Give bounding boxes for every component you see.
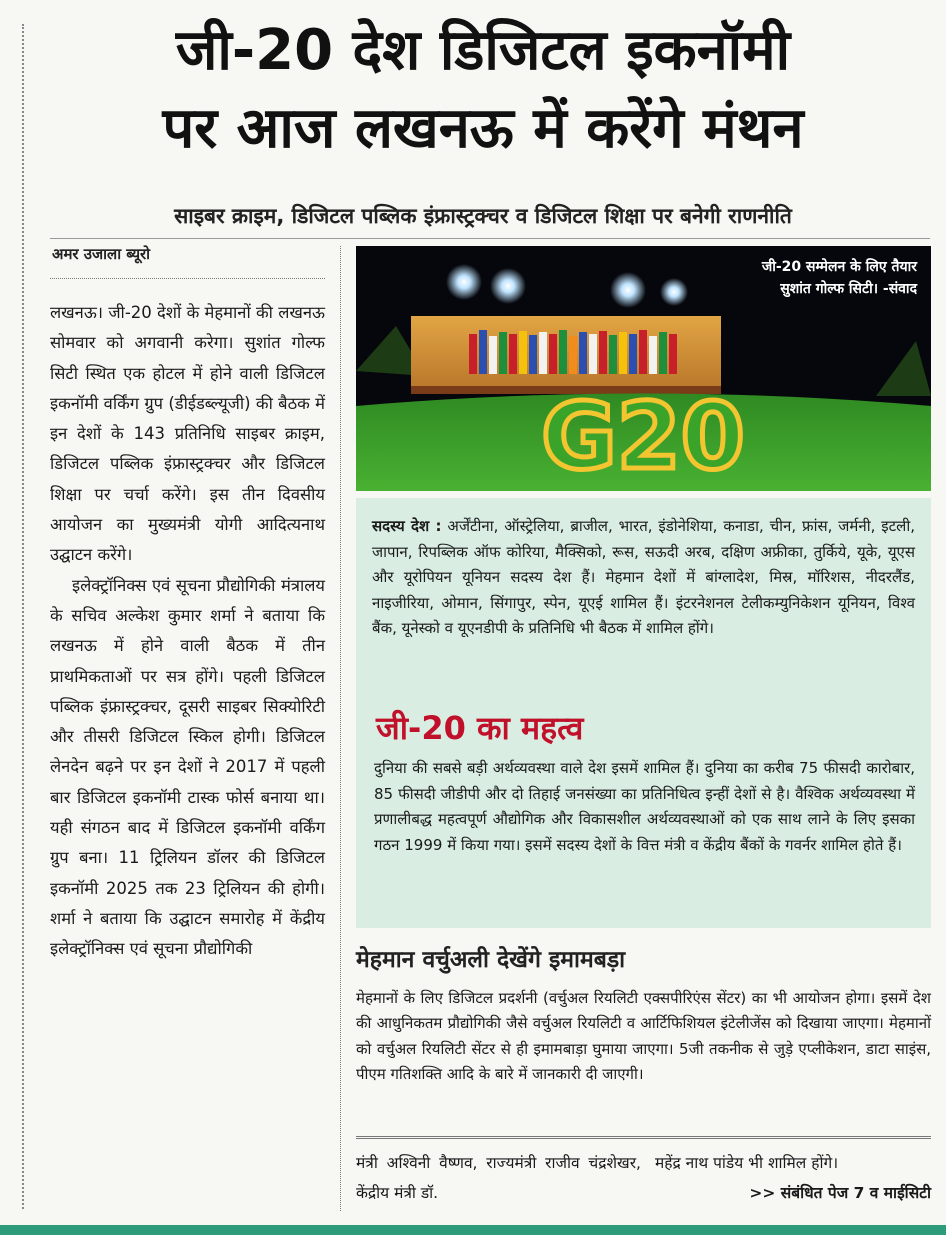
flag-row — [469, 330, 677, 374]
continuation-left: मंत्री अश्विनी वैष्णव, राज्यमंत्री राजीव चंद्रशेखर, केंद्रीय मंत्री डॉ. — [356, 1154, 641, 1202]
floodlight-2 — [490, 268, 526, 304]
continuation-right — [655, 1148, 931, 1208]
continuation-right-text: महेंद्र नाथ पांडेय भी शामिल होंगे। — [655, 1154, 839, 1172]
member-countries-label: सदस्य देश : — [372, 517, 442, 535]
headline-line-1: जी-20 देश डिजिटल इकनॉमी — [175, 18, 791, 83]
member-countries-text: अर्जेंटीना, ऑस्ट्रेलिया, ब्राजील, भारत, इंडोनेशिया, कनाडा, चीन, फ्रांस, जर्मनी, इटली, जापान, रिपब्लिक ऑफ कोरिया, मैक्सिको, रूस, सऊदी अरब, दक्षिण अफ्रीका, तुर्किये, यूके, यूएस और यूरोपियन यूनियन सदस्य देश हैं। मेहमान देशों में बांग्लादेश, मिस्र, मॉरिशस, नीदरलैंड, नाइजीरिया, ओमान, सिंगापुर, स्पेन, यूएई शामिल हैं। इंटरनेशनल टेलीकम्युनिकेशन यूनियन, विश्व बैंक, यूनेस्को व यूएनडीपी के प्रतिनिधि भी बैठक में शामिल होंगे। — [372, 517, 915, 637]
bottom-accent-bar — [0, 1225, 946, 1235]
imambara-text: मेहमानों के लिए डिजिटल प्रदर्शनी (वर्चुअल रियलिटी एक्सपीरिएंस सेंटर) का भी आयोजन होगा। इसमें देश की आधुनिकतम प्रौद्योगिकी जैसे वर्चुअल रियलिटी व आर्टिफिशियल इंटेलीजेंस को दिखाया जाएगा। मेहमानों को वर्चुअल रियलिटी सेंटर से ही इमामबाड़ा घुमाया जाएगा। 5जी तकनीक से जुड़े एप्लीकेशन, डाटा साइंस, पीएम गतिशक्ति आदि के बारे में जानकारी दी जाएगी। — [356, 989, 931, 1083]
headline-line-2: पर आज लखनऊ में करेंगे मंथन — [162, 96, 804, 161]
headline — [30, 12, 936, 168]
importance-heading: जी-20 का महत्व — [376, 709, 584, 747]
article-paragraph-1: लखनऊ। जी-20 देशों के मेहमानों की लखनऊ सोमवार को अगवानी करेगा। सुशांत गोल्फ सिटी स्थित एक होटल में होने वाली डिजिटल इकनॉमी वर्किंग ग्रुप (डीईडब्ल्यूजी) की बैठक में इन देशों के 143 प्रतिनिधि साइबर क्राइम, डिजिटल पब्लिक इंफ्रास्ट्रक्चर और डिजिटल शिक्षा पर चर्चा करेंगे। इस तीन दिवसीय आयोजन का मुख्यमंत्री योगी आदित्यनाथ उद्घाटन करेंगे। — [50, 303, 325, 565]
floodlight-3 — [610, 272, 646, 308]
left-column — [50, 298, 325, 965]
column-divider — [340, 246, 341, 1211]
page-edge-dotted — [22, 24, 24, 1209]
related-page-link: >> संबंधित पेज 7 व माईसिटी — [749, 1184, 931, 1202]
imambara-heading: मेहमान वर्चुअली देखेंगे इमामबड़ा — [356, 947, 626, 973]
subheadline-divider — [50, 238, 930, 239]
article-paragraph-2: इलेक्ट्रॉनिक्स एवं सूचना प्रौद्योगिकी मंत्रालय के सचिव अल्केश कुमार शर्मा ने बताया कि लखनऊ में होने वाली बैठक में तीन प्राथमिकताओं पर सत्र होंगे। पहली डिजिटल पब्लिक इंफ्रास्ट्रक्चर, दूसरी साइबर सिक्योरिटी और तीसरी डिजिटल स्किल होगी। डिजिटल लेनदेन बढ़ने पर इन देशों ने 2017 में पहली बार डिजिटल इकनॉमी टास्क फोर्स बनाया था। यही संगठन बाद में डिजिटल इकनॉमी वर्किंग ग्रुप बना। 11 ट्रिलियन डॉलर की डिजिटल इकनॉमी 2025 तक 23 ट्रिलियन की होगी। शर्मा ने बताया कि उद्घाटन समारोह में केंद्रीय इलेक्ट्रॉनिक्स एवं सूचना प्रौद्योगिकी — [50, 575, 325, 959]
floodlight-4 — [660, 278, 688, 306]
subheadline: साइबर क्राइम, डिजिटल पब्लिक इंफ्रास्ट्रक्चर व डिजिटल शिक्षा पर बनेगी राणनीति — [174, 204, 792, 228]
continuation-divider — [356, 1136, 931, 1139]
news-photo — [356, 246, 931, 491]
member-countries — [372, 514, 915, 642]
importance-text: दुनिया की सबसे बड़ी अर्थव्यवस्था वाले देश इसमें शामिल हैं। दुनिया का करीब 75 फीसदी कारोबार, 85 फीसदी जीडीपी और दो तिहाई जनसंख्या का प्रतिनिधित्व इन्हीं देशों से है। वैश्विक अर्थव्यवस्था में प्रणालीबद्ध महत्वपूर्ण औद्योगिक और विकासशील अर्थव्यवस्थाओं को एक साथ लाने के लिए इसका गठन 1999 में किया गया। इसमें सदस्य देशों के वित्त मंत्री व केंद्रीय बैंकों के गवर्नर शामिल होते हैं। — [374, 759, 915, 854]
byline-divider — [50, 278, 325, 279]
floodlight-1 — [446, 264, 482, 300]
photo-caption: जी-20 सम्मेलन के लिए तैयार सुशांत गोल्फ सिटी। -संवाद — [761, 259, 917, 297]
lawn-g20-hedge: G20 — [541, 383, 745, 490]
info-box — [356, 498, 931, 928]
byline: अमर उजाला ब्यूरो — [52, 245, 151, 263]
